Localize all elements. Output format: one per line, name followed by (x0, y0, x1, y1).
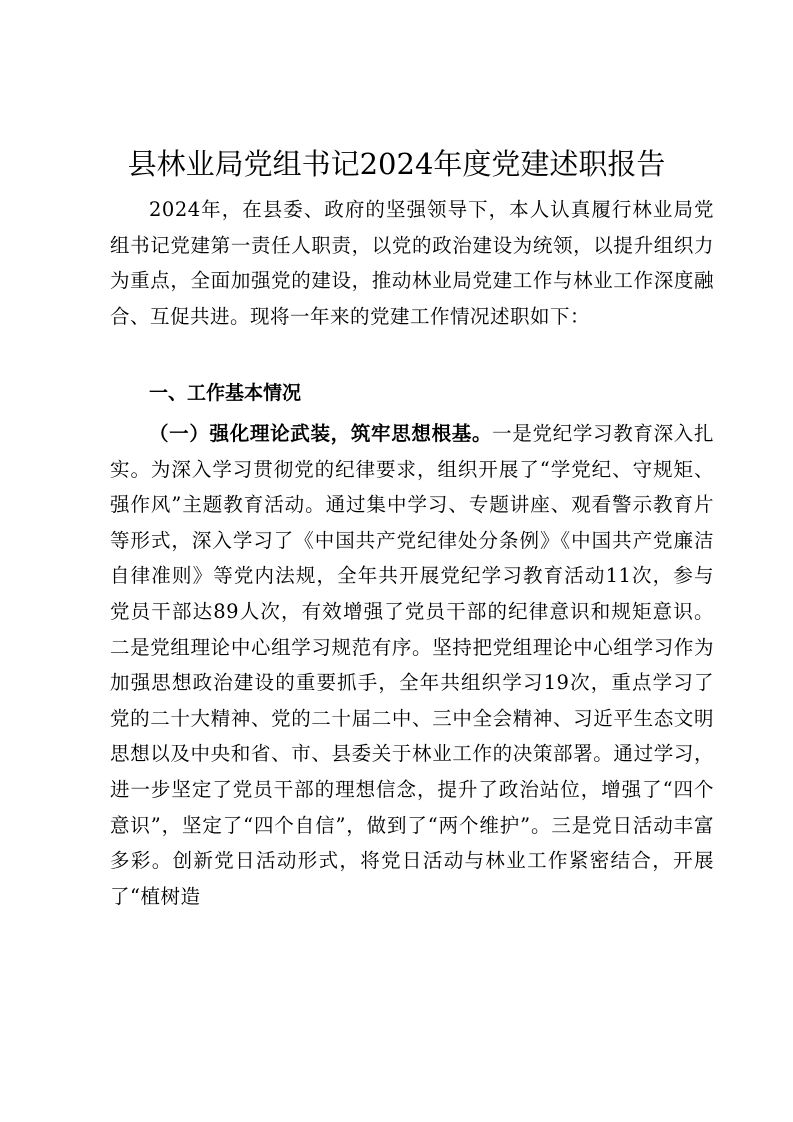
section-paragraph (110, 416, 714, 914)
section-heading: 一、工作基本情况 (149, 382, 302, 404)
intro-paragraph: 2024年，在县委、政府的坚强领导下，本人认真履行林业局党组书记党建第一责任人职责，以党的政治建设为统领，以提升组织力为重点，全面加强党的建设，推动林业局党建工作与林业工作深度融合、互促共进。现将一年来的党建工作情况述职如下： (110, 198, 714, 328)
page-title: 县林业局党组书记2024年度党建述职报告 (127, 147, 666, 181)
subsection-body: 一是党纪学习教育深入扎实。为深入学习贯彻党的纪律要求，组织开展了“学党纪、守规矩、强作风”主题教育活动。通过集中学习、专题讲座、观看警示教育片等形式，深入学习了《中国共产党纪律处分条例》《中国共产党廉洁自律准则》等党内法规，全年共开展党纪学习教育活动11次，参与党员干部达89人次，有效增强了党员干部的纪律意识和规矩意识。二是党组理论中心组学习规范有序。坚持把党组理论中心组学习作为加强思想政治建设的重要抓手，全年共组织学习19次，重点学习了党的二十大精神、党的二十届二中、三中全会精神、习近平生态文明思想以及中央和省、市、县委关于林业工作的决策部署。通过学习，进一步坚定了党员干部的理想信念，提升了政治站位，增强了“四个意识”，坚定了“四个自信”，做到了“两个维护”。三是党日活动丰富多彩。创新党日活动形式，将党日活动与林业工作紧密结合，开展了“植树造 (110, 422, 714, 908)
subsection-heading: （一）强化理论武装，筑牢思想根基。 (149, 422, 493, 445)
